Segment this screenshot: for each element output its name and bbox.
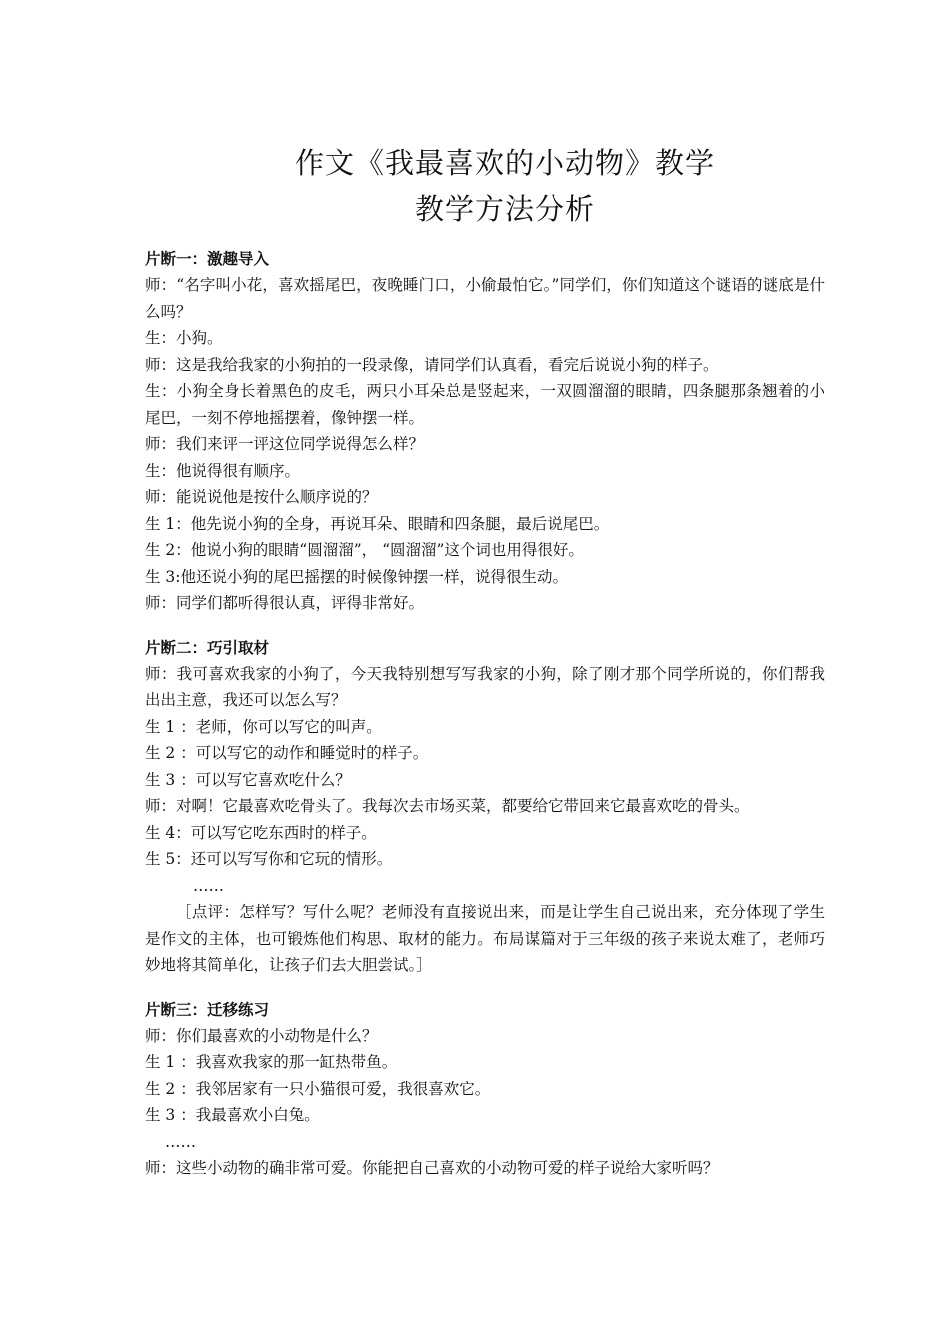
document-page — [145, 140, 825, 1182]
dialogue-line: 生 2 ：可以写它的动作和睡觉时的样子。 — [145, 744, 429, 762]
section-1 — [145, 246, 825, 617]
dialogue-line: 生 3 ：我最喜欢小白兔。 — [145, 1106, 320, 1124]
dialogue-line: 生：小狗。 — [145, 329, 223, 347]
dialogue-line: 生：小狗全身长着黑色的皮毛，两只小耳朵总是竖起来，一双圆溜溜的眼睛，四条腿那条翘着的小尾巴，一刻不停地摇摆着，像钟摆一样。 — [145, 382, 825, 427]
dialogue-line: 生：他说得很有顺序。 — [145, 461, 301, 480]
dialogue-line: 生 1 ：我喜欢我家的那一缸热带鱼。 — [145, 1053, 398, 1071]
dialogue-line: 师：我们来评一评这位同学说得怎么样？ — [145, 435, 425, 453]
dialogue-line: 生 1：他先说小狗的全身，再说耳朵、眼睛和四条腿，最后说尾巴。 — [145, 514, 610, 533]
dialogue-line: 生 2 ：我邻居家有一只小猫很可爱，我很喜欢它。 — [145, 1079, 491, 1098]
dialogue-line: 师：能说说他是按什么顺序说的？ — [145, 488, 378, 506]
dialogue-line: 师：你们最喜欢的小动物是什么？ — [145, 1026, 378, 1045]
section-heading: 片断二：巧引取材 — [145, 638, 270, 657]
section-2 — [145, 635, 825, 979]
dialogue-line: 师：同学们都听得很认真，评得非常好。 — [145, 594, 425, 612]
section-3 — [145, 997, 825, 1182]
dialogue-line: 生 5：还可以写写你和它玩的情形。 — [145, 850, 393, 868]
dialogue-line: 师：这是我给我家的小狗拍的一段录像，请同学们认真看，看完后说说小狗的样子。 — [145, 355, 719, 374]
teacher-comment: ［点评：怎样写？写什么呢？老师没有直接说出来，而是让学生自己说出来，充分体现了学生是作文的主体，也可锻炼他们构思、取材的能力。布局谋篇对于三年级的孩子来说太难了，老师巧妙地将其简单化，让孩子们去大胆尝试。］ — [145, 903, 825, 974]
dialogue-line: 师：我可喜欢我家的小狗了，今天我特别想写写我家的小狗，除了刚才那个同学所说的，你们帮我出出主意，我还可以怎么写？ — [145, 664, 825, 709]
dialogue-line: 师：对啊！它最喜欢吃骨头了。我每次去市场买菜，都要给它带回来它最喜欢吃的骨头。 — [145, 797, 750, 815]
dialogue-line: 师：这些小动物的确非常可爱。你能把自己喜欢的小动物可爱的样子说给大家听吗？ — [145, 1159, 719, 1177]
document-title-line1: 作文《我最喜欢的小动物》教学 — [294, 146, 715, 180]
dialogue-line: 师：“名字叫小花，喜欢摇尾巴，夜晚睡门口，小偷最怕它。”同学们，你们知道这个谜语的谜底是什么吗？ — [145, 276, 825, 321]
dialogue-line: 生 4：可以写它吃东西时的样子。 — [145, 823, 377, 842]
section-heading: 片断一：激趣导入 — [145, 250, 270, 268]
dialogue-line: 生 2：他说小狗的眼睛“圆溜溜”， “圆溜溜”这个词也用得很好。 — [145, 541, 584, 559]
document-title-line2: 教学方法分析 — [414, 192, 595, 226]
section-heading: 片断三：迁移练习 — [145, 1000, 270, 1019]
dialogue-line: 生 3 ：可以写它喜欢吃什么？ — [145, 770, 351, 789]
ellipsis: …… — [165, 1132, 196, 1151]
dialogue-line: 生 1 ：老师，你可以写它的叫声。 — [145, 717, 382, 736]
ellipsis: …… — [193, 876, 224, 895]
dialogue-line: 生 3:他还说小狗的尾巴摇摆的时候像钟摆一样，说得很生动。 — [145, 567, 569, 586]
